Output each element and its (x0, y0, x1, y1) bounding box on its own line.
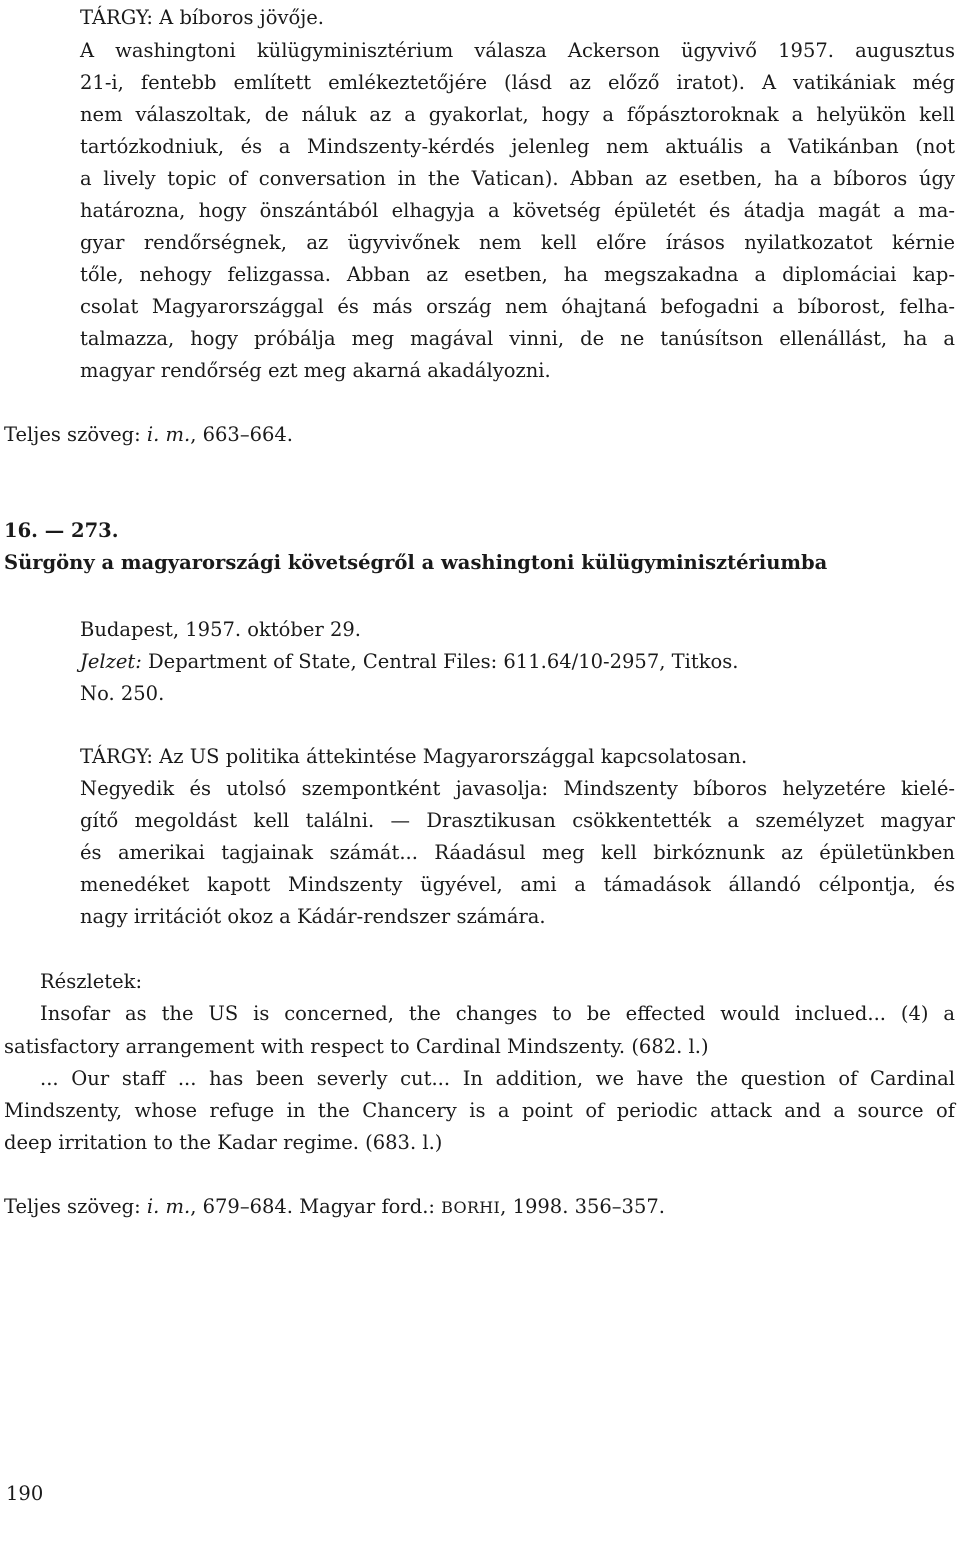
jelzet-label: Jelzet: (80, 650, 142, 673)
jelzet-value: Department of State, Central Files: 611.64/10-2957, Titkos. (141, 650, 739, 673)
quote2-line: deep irritation to the Kadar regime. (683. l.) (4, 1131, 443, 1154)
para1-line: tőle, nehogy felizgassa. Abban az esetben, ha megszakadna a diplomáciai kap- (80, 263, 955, 286)
full-text-source: i. m. (146, 423, 191, 446)
para2-line: és amerikai tagjainak számát... Ráadásul meg kell birkóznunk az épületünkben (80, 841, 955, 864)
subject-line-2: TÁRGY: Az US politika áttekintése Magyarországgal kapcsolatosan. (80, 745, 748, 768)
subject-line-1: TÁRGY: A bíboros jövője. (80, 6, 324, 29)
full-text-pages: , 663–664. (190, 423, 294, 446)
document-title: Sürgöny a magyarországi követségről a washingtoni külügyminisztériumba (4, 551, 828, 574)
quote1-line: satisfactory arrangement with respect to Cardinal Mindszenty. (682. l.) (4, 1035, 709, 1058)
details-label: Részletek: (40, 970, 143, 993)
full-text-year-pages: , 1998. 356–357. (500, 1195, 665, 1218)
document-number: 16. — 273. (4, 519, 119, 542)
full-text-reference (4, 419, 293, 451)
para1-line: tartózkodniuk, és a Mindszenty-kérdés jelenleg nem aktuális a Vatikánban (not (80, 135, 955, 158)
place-date: Budapest, 1957. október 29. (80, 618, 361, 641)
para1-line: a lively topic of conversation in the Vatican). Abban az esetben, ha a bíboros úgy (80, 167, 955, 190)
author-name: BORHI (441, 1198, 501, 1217)
document-no: No. 250. (80, 682, 165, 705)
para1-line: csolat Magyarországgal és más ország nem óhajtaná befogadni a bíborost, felha- (80, 295, 955, 318)
para1-line: gyar rendőrségnek, az ügyvivőnek nem kell előre írásos nyilatkozatot kérnie (80, 231, 955, 254)
quote2-line: ... Our staff ... has been severly cut... In addition, we have the question of Cardinal (40, 1067, 955, 1090)
para1-line: A washingtoni külügyminisztérium válasza Ackerson ügyvivő 1957. augusztus (80, 39, 955, 62)
para2-line: Negyedik és utolsó szempontként javasolja: Mindszenty bíboros helyzetére kielé- (80, 777, 955, 800)
para2-line: nagy irritációt okoz a Kádár-rendszer számára. (80, 905, 546, 928)
full-text-label: Teljes szöveg: (4, 423, 147, 446)
jelzet-line (80, 646, 738, 678)
page-number: 190 (6, 1482, 44, 1505)
quote2-line: Mindszenty, whose refuge in the Chancery is a point of periodic attack and a source of (4, 1099, 955, 1122)
full-text-label: Teljes szöveg: (4, 1195, 147, 1218)
para1-line: nem válaszoltak, de náluk az a gyakorlat, hogy a főpásztoroknak a helyükön kell (80, 103, 955, 126)
para1-line: talmazza, hogy próbálja meg magával vinni, de ne tanúsítson ellenállást, ha a (80, 327, 955, 350)
para1-line: magyar rendőrség ezt meg akarná akadályozni. (80, 359, 551, 382)
para1-line: határozna, hogy önszántából elhagyja a követség épületét és átadja magát a ma- (80, 199, 955, 222)
full-text-pages: , 679–684. Magyar ford.: (190, 1195, 442, 1218)
quote1-line: Insofar as the US is concerned, the changes to be effected would inclued... (4) a (40, 1002, 955, 1025)
full-text-reference-2 (4, 1191, 665, 1224)
para1-line: 21-i, fentebb említett emlékeztetőjére (lásd az előző iratot). A vatikániak még (80, 71, 955, 94)
full-text-source: i. m. (146, 1195, 191, 1218)
para2-line: gítő megoldást kell találni. — Drasztikusan csökkentették a személyzet magyar (80, 809, 955, 832)
para2-line: menedéket kapott Mindszenty ügyével, ami a támadások állandó célpontja, és (80, 873, 955, 896)
